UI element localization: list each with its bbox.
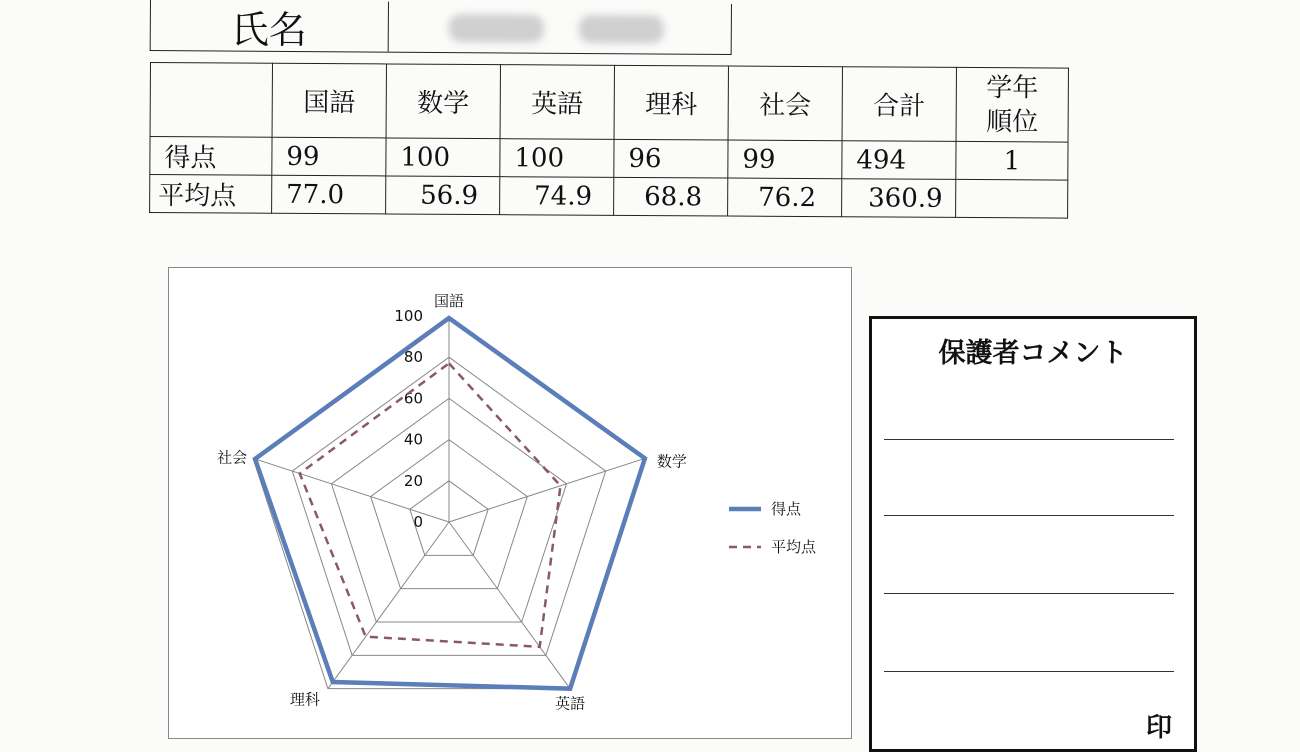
table-cell: 56.9 bbox=[386, 176, 500, 215]
tick-label: 0 bbox=[413, 513, 423, 531]
table-cell: 99 bbox=[272, 137, 386, 176]
redacted-name-part-1 bbox=[449, 14, 544, 43]
table-cell: 74.9 bbox=[500, 177, 614, 216]
comment-line bbox=[884, 593, 1174, 594]
table-row bbox=[150, 137, 1068, 181]
score-table bbox=[149, 62, 1069, 219]
name-label: 氏名 bbox=[151, 0, 389, 52]
table-cell: 100 bbox=[386, 138, 500, 177]
row-label: 平均点 bbox=[150, 175, 272, 214]
table-cell: 76.2 bbox=[728, 178, 842, 217]
seal-mark: 印 bbox=[1145, 713, 1172, 743]
redacted-name-part-2 bbox=[579, 15, 664, 44]
table-cell: 360.9 bbox=[842, 179, 956, 218]
radar-chart-frame bbox=[168, 267, 852, 739]
table-cell: 494 bbox=[842, 141, 956, 180]
legend-label: 平均点 bbox=[771, 538, 817, 556]
header-cell: 英語 bbox=[500, 65, 614, 140]
legend-label: 得点 bbox=[771, 500, 802, 518]
header-cell bbox=[150, 63, 272, 138]
table-row bbox=[150, 175, 1068, 219]
comment-line bbox=[884, 671, 1174, 672]
rank-header-line1: 学年 bbox=[986, 72, 1039, 103]
table-cell: 99 bbox=[728, 140, 842, 179]
comment-title: 保護者コメント bbox=[938, 338, 1128, 369]
header-cell: 社会 bbox=[728, 66, 842, 141]
name-value bbox=[389, 2, 731, 54]
header-cell: 国語 bbox=[272, 63, 386, 138]
tick-label: 100 bbox=[394, 307, 423, 325]
parent-comment-box bbox=[869, 316, 1197, 752]
grid-spoke bbox=[449, 458, 645, 522]
header-cell: 数学 bbox=[386, 64, 500, 139]
radar-series bbox=[255, 318, 645, 689]
comment-line bbox=[884, 515, 1174, 516]
table-cell: 77.0 bbox=[272, 175, 386, 214]
tick-label: 40 bbox=[403, 430, 423, 449]
header-cell: 理科 bbox=[614, 65, 728, 140]
rank-cell bbox=[956, 179, 1068, 218]
axis-label: 数学 bbox=[656, 452, 687, 471]
rank-header bbox=[956, 67, 1068, 142]
radar-chart bbox=[169, 268, 851, 738]
rank-header-line2: 順位 bbox=[986, 106, 1039, 137]
axis-label: 理科 bbox=[289, 690, 320, 709]
axis-label: 社会 bbox=[217, 448, 248, 467]
header-cell: 合計 bbox=[842, 67, 956, 142]
name-box bbox=[150, 0, 732, 55]
tick-label: 80 bbox=[403, 348, 423, 367]
table-header-row bbox=[150, 63, 1068, 143]
table-cell: 68.8 bbox=[614, 177, 728, 216]
grid-spoke bbox=[328, 522, 449, 689]
series-line bbox=[255, 318, 645, 689]
radar-axis-labels bbox=[217, 292, 687, 713]
tick-label: 20 bbox=[403, 471, 423, 490]
row-label: 得点 bbox=[150, 137, 272, 176]
chart-legend bbox=[729, 500, 817, 556]
table-cell: 96 bbox=[614, 139, 728, 178]
axis-label: 英語 bbox=[555, 694, 586, 713]
tick-label: 60 bbox=[403, 389, 423, 408]
comment-line bbox=[884, 439, 1174, 440]
table-cell: 100 bbox=[500, 139, 614, 178]
rank-cell: 1 bbox=[956, 141, 1068, 180]
axis-label: 国語 bbox=[433, 292, 465, 310]
